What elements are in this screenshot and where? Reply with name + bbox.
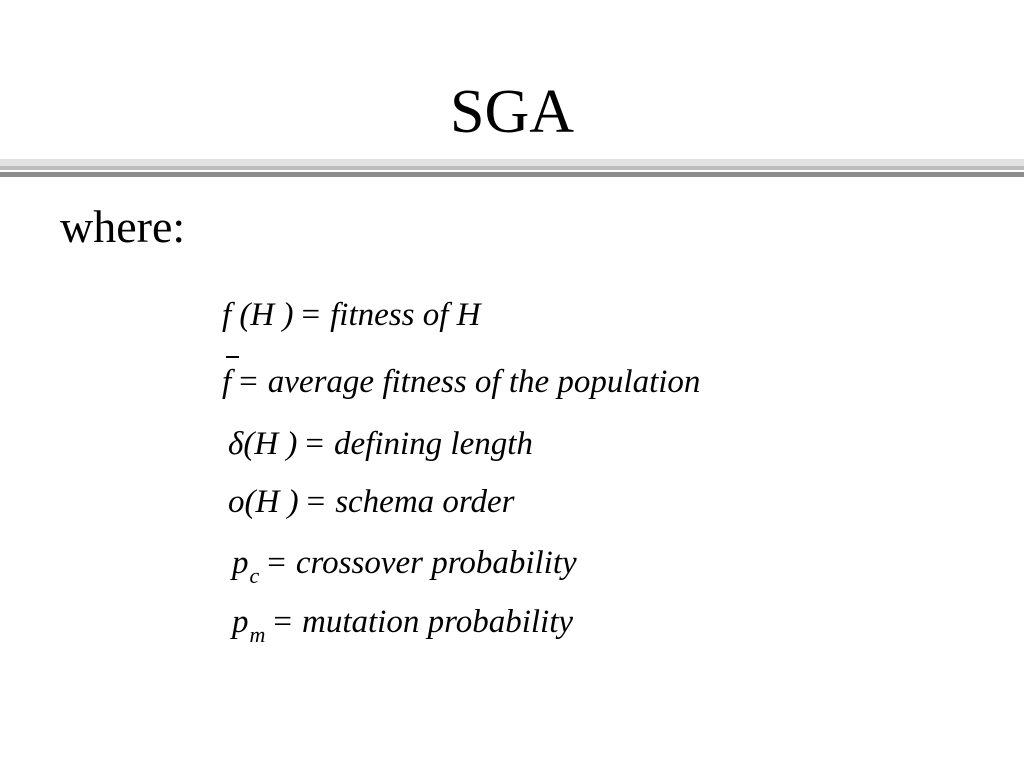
where-label: where: (60, 201, 186, 252)
symbol-p: p (232, 604, 249, 640)
equals-sign: = (273, 604, 293, 640)
equals-sign: = (239, 364, 258, 400)
meaning-schema-order: schema order (335, 484, 515, 520)
equals-sign: = (301, 297, 321, 333)
slide-title: SGA (449, 78, 575, 146)
meaning-crossover-probability: crossover probability (295, 545, 577, 581)
definition-row-fitness (222, 295, 480, 335)
symbol-delta-of-h: δ(H ) (228, 426, 298, 462)
subscript-c: c (249, 563, 260, 588)
equals-sign: = (305, 426, 325, 462)
meaning-defining-length: defining length (334, 426, 533, 462)
definition-row-crossover-probability (232, 543, 577, 586)
equals-sign: = (306, 484, 326, 520)
meaning-fitness: fitness of H (330, 297, 481, 333)
symbol-f-of-h: f (H ) (222, 297, 294, 333)
symbol-p: p (232, 545, 249, 581)
definition-row-schema-order (228, 482, 515, 522)
definition-row-defining-length (228, 424, 533, 464)
definition-row-mutation-probability (232, 602, 573, 645)
title-divider-rule (0, 159, 1024, 179)
definition-row-average-fitness (222, 362, 700, 402)
symbol-f-bar: f (222, 364, 232, 400)
subscript-m: m (249, 622, 266, 647)
symbol-o-of-h: o(H ) (228, 484, 299, 520)
meaning-mutation-probability: mutation probability (302, 604, 574, 640)
meaning-average-fitness: average fitness of the population (267, 364, 701, 400)
equals-sign: = (267, 545, 286, 581)
